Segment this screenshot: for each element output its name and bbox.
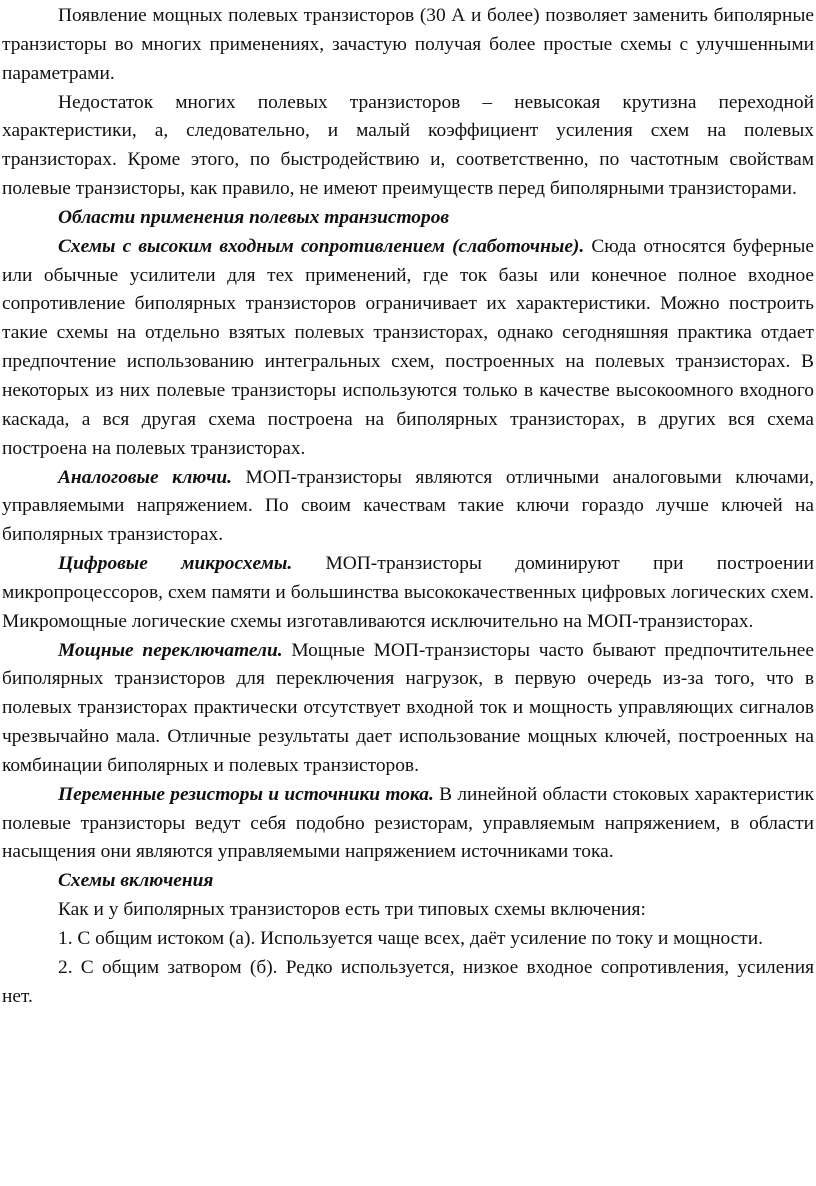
section-heading-text: Области применения полевых транзисторов bbox=[58, 206, 450, 228]
paragraph-variable-resistors bbox=[2, 781, 814, 868]
paragraph-text: Как и у биполярных транзисторов есть три типовых схемы включения: bbox=[58, 899, 646, 921]
list-item-common-gate bbox=[2, 954, 814, 1012]
paragraph-lead: Цифровые микросхемы. bbox=[58, 553, 293, 575]
paragraph-power-switches bbox=[2, 637, 814, 781]
paragraph-analog-switches bbox=[2, 464, 814, 551]
paragraph-drawback bbox=[2, 89, 814, 204]
paragraph-text: Появление мощных полевых транзисторов (30 А и более) позволяет заменить биполярные транзисторы во многих применениях, зачастую получая более простые схемы с улучшенными параметрами. bbox=[2, 5, 814, 84]
paragraph-lead: Схемы с высоким входным сопротивлением (слаботочные). bbox=[58, 235, 585, 257]
paragraph-text: В линейной области стоковых характеристик полевые транзисторы ведут себя подобно резисторам, управляемым напряжением, в области насыщения они являются управляемыми напряжением источниками тока. bbox=[2, 783, 814, 863]
list-item-text: 2. С общим затвором (б). Редко используется, низкое входное сопротивления, усиления нет. bbox=[2, 956, 814, 1007]
paragraph-text: МОП-транзисторы являются отличными аналоговыми ключами, управляемыми напряжением. По своим качествам такие ключи гораздо лучше ключей на биполярных транзисторах. bbox=[2, 466, 814, 546]
paragraph-lead: Аналоговые ключи. bbox=[58, 466, 233, 488]
paragraph-text: Недостаток многих полевых транзисторов – невысокая крутизна переходной характеристики, а, следовательно, и малый коэффициент усиления схем на полевых транзисторах. Кроме этого, по быстродействию и, соответственно, по частотным свойствам полевые транзисторы, как правило, не имеют преимуществ перед биполярными транзисторами. bbox=[2, 91, 814, 200]
section-heading-circuits bbox=[2, 867, 814, 896]
paragraph-circuit-types bbox=[2, 896, 814, 925]
paragraph-text: Сюда относятся буферные или обычные усилители для тех применений, где ток базы или конечное полное входное сопротивление биполярных транзисторов ограничивает их характеристики. Можно построить такие схемы на отдельно взятых полевых транзисторах, однако сегодняшняя практика отдает предпочтение использованию интегральных схем, построенных на полевых транзисторах. В некоторых из них полевые транзисторы используются только в качестве высокоомного входного каскада, а вся другая схема построена на биполярных транзисторах, в других вся схема построена на полевых транзисторах. bbox=[2, 235, 814, 459]
section-heading-applications bbox=[2, 204, 814, 233]
paragraph-digital-ics bbox=[2, 550, 814, 637]
paragraph-lead: Переменные резисторы и источники тока. bbox=[58, 783, 434, 805]
paragraph-high-impedance bbox=[2, 233, 814, 464]
list-item-common-source bbox=[2, 925, 814, 954]
list-item-text: 1. С общим истоком (а). Используется чаще всех, даёт усиление по току и мощности. bbox=[58, 928, 763, 949]
paragraph-lead: Мощные переключатели. bbox=[58, 639, 283, 661]
paragraph-text: МОП-транзисторы доминируют при построении микропроцессоров, схем памяти и большинства высококачественных цифровых логических схем. Микромощные логические схемы изготавливаются исключительно на МОП-транзисторах. bbox=[2, 553, 814, 632]
section-heading-text: Схемы включения bbox=[58, 870, 214, 892]
paragraph-intro bbox=[2, 2, 814, 89]
paragraph-text: Мощные МОП-транзисторы часто бывают предпочтительнее биполярных транзисторов для переключения нагрузок, в первую очередь из-за того, что в полевых транзисторах практически отсутствует входной ток и мощность управляющих сигналов чрезвычайно мала. Отличные результаты дает использование мощных ключей, построенных на комбинации биполярных и полевых транзисторов. bbox=[2, 639, 814, 776]
